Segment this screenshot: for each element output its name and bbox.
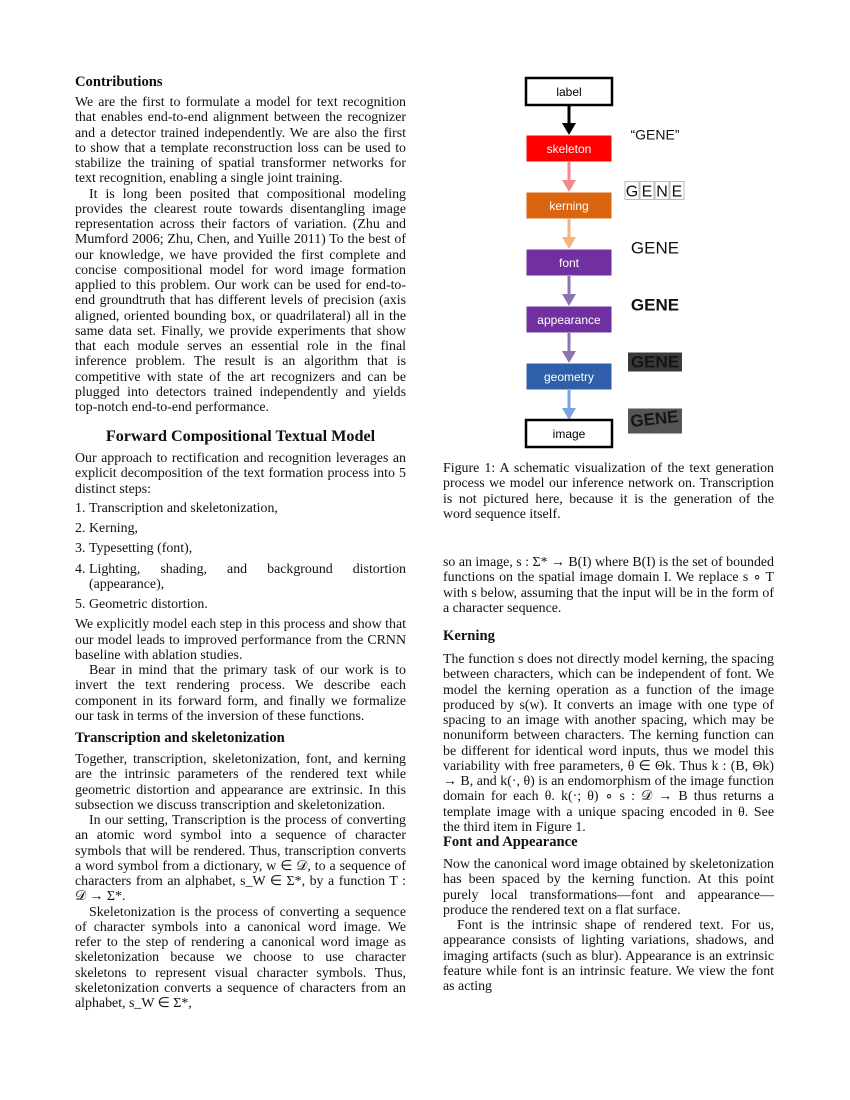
node-appearance bbox=[526, 306, 612, 333]
list-text: Typesetting (font), bbox=[89, 541, 193, 557]
list-text: Lighting, shading, and background distortion (appearance), bbox=[89, 561, 406, 592]
transcription-heading: Transcription and skeletonization bbox=[75, 730, 285, 746]
svg-text:G: G bbox=[625, 183, 639, 201]
list-number: 4. bbox=[75, 561, 86, 577]
figure-caption: Figure 1: A schematic visualization of the text generation process we model our inference network on. Transcription is not pictured here, because it is the generation of the word sequence itself. bbox=[443, 461, 774, 522]
arrow-icon bbox=[562, 276, 576, 306]
sample-1 bbox=[631, 127, 680, 143]
list-number: 5. bbox=[75, 597, 86, 612]
transcription-text bbox=[75, 752, 406, 1011]
sample-text: GENE bbox=[629, 407, 680, 431]
arrow-icon bbox=[562, 219, 576, 249]
paragraph: It is long been posited that compositional modeling provides the clearest route towards disentangling image representation across their factors of variation. (Zhu and Mumford 2006; Zhu, Chen, and Yuille 2011) To the best of our knowledge, we have provided the first complete and concise compositional model for word image formation applied to this problem. Our work can be used for end-to-end groundtruth that has different levels of precision (axis aligned, oriented bounding box, or quadrilateral) all in the same data set. Finally, we provide experiments that show that each module serves an essential role in the final inference problem. The result is an algorithm that is competitive with state of the art recognizers and can be plugged into detectors trained independently and yields top-notch end-to-end performance. bbox=[75, 186, 406, 415]
node-image bbox=[526, 420, 612, 447]
node-label: skeleton bbox=[546, 142, 592, 156]
node-font bbox=[526, 249, 612, 276]
sample-3 bbox=[631, 239, 679, 258]
svg-text:E: E bbox=[641, 183, 653, 201]
node-label: label bbox=[556, 85, 582, 99]
list-item bbox=[75, 501, 406, 516]
list-text: Kerning, bbox=[89, 521, 138, 536]
font-appearance-text bbox=[443, 857, 774, 994]
sample-5 bbox=[628, 353, 682, 372]
node-kerning bbox=[526, 192, 612, 219]
arrow-icon bbox=[562, 105, 576, 135]
arrow-icon bbox=[562, 333, 576, 363]
kerning-heading: Kerning bbox=[443, 628, 495, 644]
paragraph: The function s does not directly model kerning, the spacing between characters, which can be independent of font. We model the kerning operation as a function of the image produced by s(w). It converts an image with one type of spacing to an image with another spacing, which may be nonuniform between characters. The kerning function can be different for identical word inputs, thus we model this variability with free parameters, θ ∈ Θk. Thus k : (B, Θk) → B, and k(·, θ) is an endomorphism of the image function domain for each θ. k(·; θ) ∘ s : 𝒟 → B thus returns a template image with a unique spacing encoded in θ. See the third item in Figure 1. bbox=[443, 652, 774, 835]
sample-text: “GENE” bbox=[630, 126, 680, 143]
steps-list bbox=[75, 501, 406, 613]
arrow-icon bbox=[562, 390, 576, 420]
sample-text: GENE bbox=[630, 295, 680, 315]
paragraph: In our setting, Transcription is the process of converting an atomic word symbol into a sequence of character symbols that will be rendered. Thus, transcription converts a word symbol from a dictionary, w ∈ 𝒟, to a sequence of characters from an alphabet, s_W ∈ Σ*, by a function T : 𝒟 → Σ*. bbox=[75, 813, 406, 905]
svg-text:E: E bbox=[671, 183, 683, 201]
contributions-text bbox=[75, 95, 406, 415]
list-item bbox=[75, 521, 406, 536]
sample-text: GENE bbox=[630, 238, 680, 258]
font-appearance-heading: Font and Appearance bbox=[443, 834, 578, 850]
paragraph: Now the canonical word image obtained by skeletonization has been spaced by the kerning function. At this point purely local transformations—font and appearance—produce the rendered text on a flat surface. bbox=[443, 857, 774, 918]
paragraph: We explicitly model each step in this process and show that our model leads to improved performance from the CRNN baseline with ablation studies. bbox=[75, 617, 406, 663]
list-text: Transcription and skeletonization, bbox=[89, 500, 278, 516]
paragraph: Skeletonization is the process of converting a sequence of character symbols into a canonical word image. We refer to the step of rendering a canonical word image as skeletonization because we choose to use character skeletons to represent visual character symbols. Thus, skeletonization converts a sequence of characters from an alphabet, s_W ∈ Σ*, bbox=[75, 904, 406, 1011]
contributions-heading: Contributions bbox=[75, 74, 163, 90]
list-item bbox=[75, 541, 406, 556]
paragraph: Our approach to rectification and recognition leverages an explicit decomposition of the text formation process into 5 distinct steps: bbox=[75, 451, 406, 497]
paragraph: so an image, s : Σ* → B(I) where B(I) is the set of bounded functions on the spatial image domain I. We replace s ∘ T with s below, assuming that the input will be in the form of a character sequence. bbox=[443, 555, 774, 616]
svg-text:N: N bbox=[656, 183, 668, 201]
node-geometry bbox=[526, 363, 612, 390]
section-heading: Forward Compositional Textual Model bbox=[105, 427, 376, 445]
node-label: geometry bbox=[543, 370, 595, 384]
sample-6 bbox=[628, 407, 682, 433]
paragraph: Together, transcription, skeletonization, font, and kerning are the intrinsic parameters of the rendered text while geometric distortion and appearance are extrinsic. In this subsection we discuss transcription and skeletonization. bbox=[75, 752, 406, 813]
list-number: 2. bbox=[75, 521, 86, 536]
arrow-icon bbox=[562, 162, 576, 192]
sample-2 bbox=[625, 182, 684, 201]
paragraph: Bear in mind that the primary task of our work is to invert the text rendering process. We describe each component in its forward form, and finally we formalize our task in terms of the inversion of these functions. bbox=[75, 663, 406, 724]
list-number: 1. bbox=[75, 500, 86, 516]
list-item bbox=[75, 597, 406, 612]
node-label: appearance bbox=[537, 313, 601, 327]
paragraph: Font is the intrinsic shape of rendered text. For us, appearance consists of lighting variations, shadows, and imaging artifacts (such as blur). Appearance is an extrinsic feature while font is an intrinsic feature. We view the font as acting bbox=[443, 918, 774, 994]
figure-1-diagram bbox=[500, 70, 720, 455]
sample-4 bbox=[631, 296, 679, 315]
node-skeleton bbox=[526, 135, 612, 162]
node-label: kerning bbox=[549, 199, 589, 213]
sample-text: GENE bbox=[630, 352, 680, 372]
section-text bbox=[75, 451, 406, 724]
list-item bbox=[75, 562, 406, 593]
node-label bbox=[526, 78, 612, 105]
node-label: image bbox=[552, 427, 586, 441]
list-text: Geometric distortion. bbox=[89, 597, 208, 612]
paragraph: We are the first to formulate a model for text recognition that enables end-to-end alignment between the recognizer and a detector trained independently. We are also the first to show that a template reconstruction loss can be used to stabilize the training of spatial transformer networks for text recognition, enabling a single joint training. bbox=[75, 95, 406, 187]
list-number: 3. bbox=[75, 541, 86, 557]
node-label: font bbox=[558, 256, 580, 270]
